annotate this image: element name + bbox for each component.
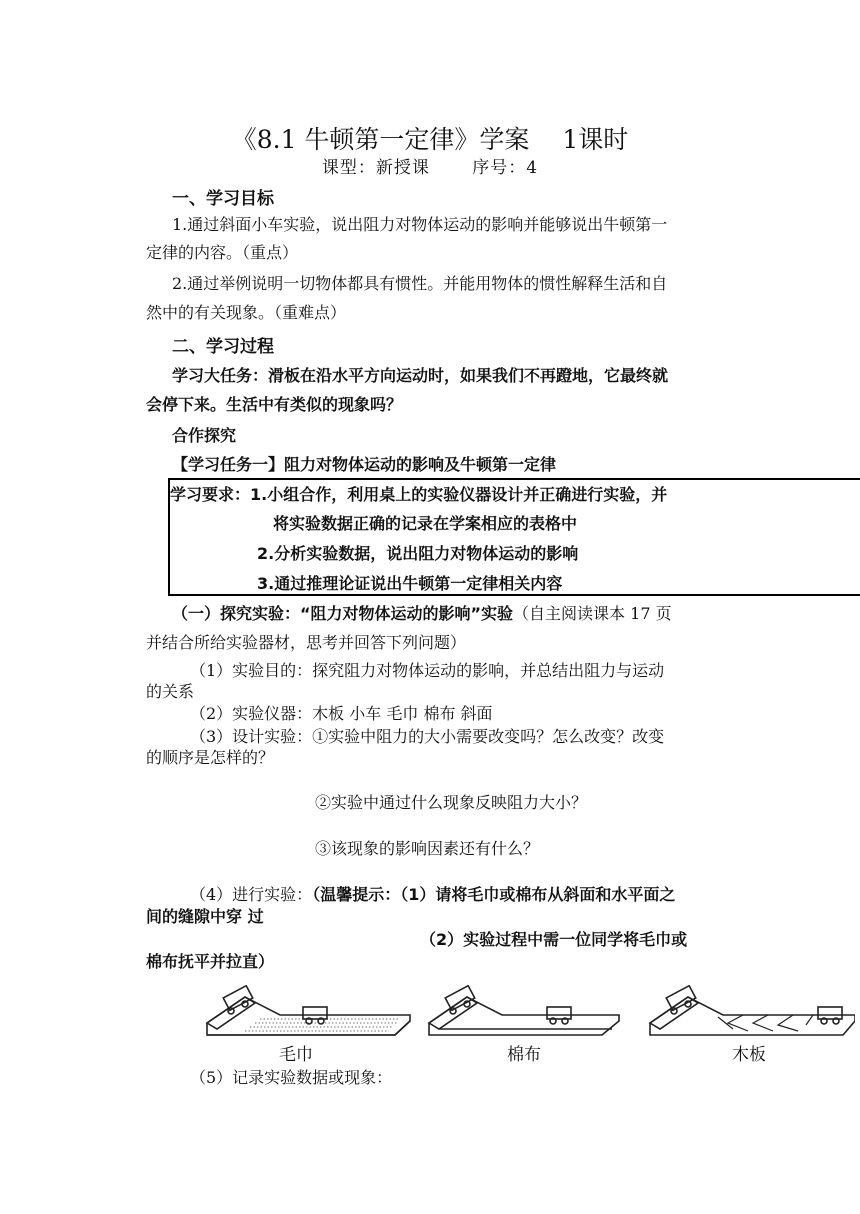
item-1-line-1: （1）实验目的：探究阻力对物体运动的影响，并总结出阻力与运动 [190, 661, 665, 680]
item-4-line-2: 间的缝隙中穿 过 [146, 907, 264, 926]
item-4-line-3: （2）实验过程中需一位同学将毛巾或 [420, 930, 688, 949]
goal-2-line-2: 然中的有关现象。（重难点） [146, 303, 347, 322]
section-heading-process: 二、学习过程 [172, 337, 274, 357]
goal-2-line-1: 2.通过举例说明一切物体都具有惯性。并能用物体的惯性解释生活和自 [172, 274, 668, 293]
item-1-line-2: 的关系 [146, 682, 195, 701]
page-title: 《8.1 牛顿第一定律》学案 1课时 [231, 125, 629, 154]
goal-1-line-1: 1.通过斜面小车实验，说出阻力对物体运动的影响并能够说出牛顿第一 [172, 215, 668, 234]
item-4-line-1 [190, 883, 675, 907]
section-heading-goals: 一、学习目标 [172, 189, 274, 209]
ramp-cotton [429, 986, 619, 1035]
figure-label-board: 木板 [732, 1045, 766, 1065]
item-2-equipment: （2）实验仪器：木板 小车 毛巾 棉布 斜面 [190, 704, 493, 723]
requirement-line-4: 3.通过推理论证说出牛顿第一定律相关内容 [257, 574, 563, 593]
item-3-line-2: 的顺序是怎样的？ [146, 748, 275, 767]
cooperative-inquiry-label: 合作探究 [172, 426, 237, 445]
requirement-line-2: 将实验数据正确的记录在学案相应的表格中 [273, 514, 578, 533]
item-3-line-1: （3）设计实验：①实验中阻力的大小需要改变吗？怎么改变？改变 [190, 727, 665, 746]
experiment-heading-note: （自主阅读课本 17 页 [513, 604, 672, 623]
experiment-heading-line-2: 并结合所给实验器材，思考并回答下列问题） [146, 633, 467, 652]
ramp-towel [207, 986, 410, 1035]
page-subtitle: 课型：新授课 序号：4 [321, 158, 539, 178]
figure-label-cotton: 棉布 [507, 1045, 541, 1065]
big-task-line-2: 会停下来。生活中有类似的现象吗？ [146, 395, 403, 414]
item-4-line-4: 棉布抚平并拉直） [146, 952, 275, 971]
big-task-line-1: 学习大任务：滑板在沿水平方向运动时，如果我们不再蹬地，它最终就 [172, 366, 669, 385]
requirement-line-3: 2.分析实验数据，说出阻力对物体运动的影响 [257, 544, 579, 563]
question-2: ②实验中通过什么现象反映阻力大小？ [315, 793, 588, 812]
figure-label-towel: 毛巾 [279, 1045, 313, 1065]
item-5-record: （5）记录实验数据或现象： [190, 1068, 393, 1087]
learning-task-one: 【学习任务一】阻力对物体运动的影响及牛顿第一定律 [172, 455, 557, 474]
item-4-label: （4）进行实验： [190, 885, 313, 904]
item-4-tip: （温馨提示：（1）请将毛巾或棉布从斜面和水平面之 [312, 885, 676, 904]
question-3: ③该现象的影响因素还有什么？ [315, 839, 540, 858]
ramp-board [650, 986, 855, 1035]
requirement-line-1: 学习要求：1.小组合作，利用桌上的实验仪器设计并正确进行实验，并 [170, 485, 668, 504]
goal-1-line-2: 定律的内容。（重点） [146, 243, 299, 262]
experiment-heading-bold: （一）探究实验：“阻力对物体运动的影响”实验 [172, 604, 514, 623]
experiment-heading [172, 602, 672, 626]
